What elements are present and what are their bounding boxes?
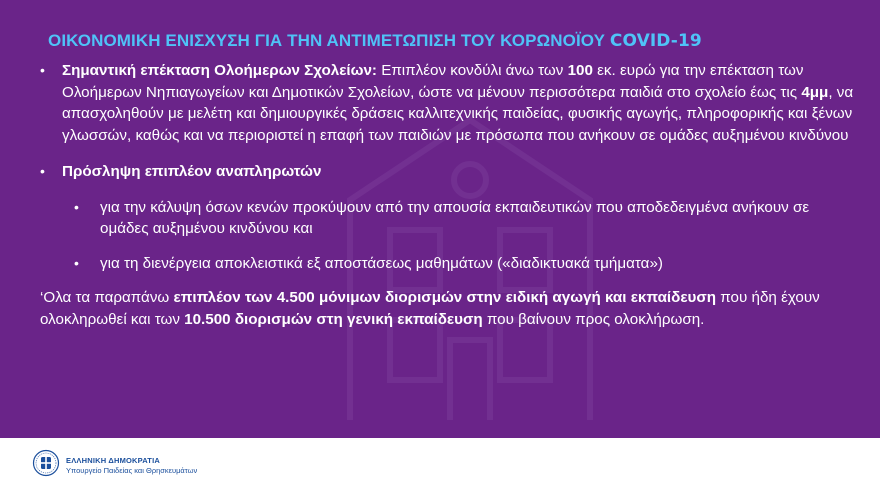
closing-text-part: ‘Ολα τα παραπάνω bbox=[40, 289, 174, 306]
sub-bullet-text: για τη διενέργεια αποκλειστικά εξ αποστάσεως μαθημάτων («διαδικτυακά τμήματα») bbox=[100, 254, 663, 272]
closing-paragraph bbox=[40, 287, 840, 330]
closing-text-part: που βαίνουν προς ολοκλήρωση. bbox=[482, 310, 705, 328]
sub-bullet-text: για την κάλυψη όσων κενών προκύψουν από την απουσία εκπαιδευτικών που αποδεδειγμένα ανήκουν σε ομάδες αυξημένου κινδύνου και bbox=[100, 198, 810, 237]
footer-ministry-line: Υπουργείο Παιδείας και Θρησκευμάτων bbox=[66, 466, 198, 475]
bullet-all-day-schools bbox=[40, 60, 860, 146]
bullet-heading: Πρόσληψη επιπλέον αναπληρωτών bbox=[62, 163, 322, 180]
bullet-text-part: , να απασχοληθούν με μελέτη και δημιουργικές δράσεις καλλιτεχνικής παιδείας, φυσικής αγωγής, πληροφορικής και ξένων γλωσσών, καθώς και να περιοριστεί η επαφή των παιδιών με πρόσωπα που ανήκουν σε ομάδες αυξημένου κινδύνου bbox=[62, 83, 854, 144]
footer-org-line: ΕΛΛΗΝΙΚΗ ΔΗΜΟΚΡΑΤΙΑ bbox=[66, 456, 160, 465]
closing-text-part: που ήδη έχουν ολοκληρωθεί και των bbox=[40, 289, 820, 328]
time-value: 4μμ bbox=[801, 83, 829, 101]
sub-bullet-list bbox=[74, 197, 860, 275]
amount-value: 100 bbox=[567, 62, 593, 79]
greek-state-emblem-icon bbox=[32, 449, 60, 477]
slide-title bbox=[48, 31, 848, 51]
bullet-dot-icon: • bbox=[74, 198, 79, 215]
slide-content bbox=[40, 60, 860, 330]
title-text: ΟΙΚΟΝΟΜΙΚΗ ΕΝΙΣΧΥΣΗ ΓΙΑ ΤΗΝ ΑΝΤΙΜΕΤΩΠΙΣΗ ΤΟΥ ΚΟΡΩΝΟΪΟΥ bbox=[48, 31, 606, 50]
sub-bullet-item bbox=[74, 197, 860, 240]
bullet-dot-icon: • bbox=[74, 254, 79, 271]
closing-bold-part: 10.500 διορισμών στη γενική εκπαίδευση bbox=[184, 310, 483, 328]
bullet-dot-icon: • bbox=[40, 163, 45, 179]
title-covid-tag: COVID-19 bbox=[609, 31, 702, 51]
bullet-dot-icon: • bbox=[40, 62, 45, 78]
bullet-text bbox=[62, 161, 860, 183]
sub-bullet-item bbox=[74, 253, 860, 275]
bullet-text-part: εκ. ευρώ για την επέκταση των Ολοήμερων Νηπιαγωγείων και Δημοτικών Σχολείων, ώστε να μένουν περισσότερα παιδιά στο σχολείο έως τις bbox=[62, 62, 804, 101]
bullet-heading: Σημαντική επέκταση Ολοήμερων Σχολείων: bbox=[62, 62, 377, 79]
bullet-substitute-hiring bbox=[40, 161, 860, 183]
bullet-text bbox=[62, 60, 860, 146]
bullet-text-part: Επιπλέον κονδύλι άνω των bbox=[376, 62, 568, 79]
closing-bold-part: επιπλέον των 4.500 μόνιμων διορισμών στην ειδική αγωγή και εκπαίδευση bbox=[173, 289, 717, 306]
